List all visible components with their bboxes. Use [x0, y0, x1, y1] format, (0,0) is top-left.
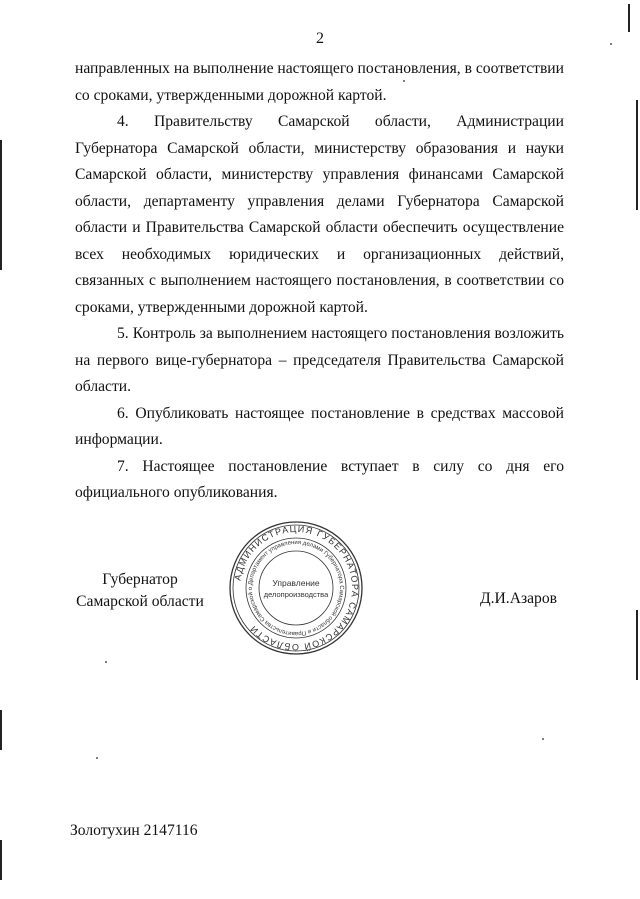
- scan-edge-mark: [636, 610, 638, 680]
- scan-edge-mark: [636, 100, 638, 210]
- page-number: 2: [316, 30, 324, 47]
- seal-center-line-2: делопроизводства: [263, 590, 329, 599]
- paragraph-continuation: направленных на выполнение настоящего постановления, в соответствии со сроками, утвержденными дорожной картой.: [75, 60, 564, 104]
- scan-speck: [542, 738, 544, 740]
- scan-speck: [610, 43, 612, 45]
- paragraph-item-6: 6. Опубликовать настоящее постановление в средствах массовой информации.: [75, 404, 564, 448]
- scan-edge-mark: [628, 4, 630, 32]
- scan-speck: [403, 80, 405, 82]
- scan-speck: [105, 661, 107, 663]
- scan-edge-mark: [0, 710, 2, 750]
- signatory-title-line-1: Губернатор: [102, 571, 178, 588]
- document-body: [75, 56, 564, 507]
- seal-center-line-1: Управление: [272, 578, 320, 588]
- seal-inner-text: Департамент управления делами Губернатора Самарской области и Правительства Самарской о: [247, 539, 345, 637]
- paragraph-item-5: 5. Контроль за выполнением настоящего постановления возложить на первого вице-губернатора – председателя Правительства Самарской области.: [75, 325, 564, 395]
- executor-info: Золотухин 2147116: [70, 822, 198, 839]
- scan-edge-mark: [0, 140, 2, 270]
- seal-outer-text: АДМИНИСТРАЦИЯ ГУБЕРНАТОРА САМАРСКОЙ ОБЛАСТИ: [232, 523, 361, 653]
- scan-speck: [96, 757, 98, 759]
- paragraph-item-4: 4. Правительству Самарской области, Администрации Губернатора Самарской области, министерству образования и науки Самарской области, министерству управления финансами Самарской области, департаменту управления делами Губернатора Самарской области и Правительства Самарской области обеспечить осуществление всех необходимых юридических и организационных действий, связанных с выполнением настоящего постановления, в соответствии со сроками, утвержденными дорожной картой.: [75, 113, 564, 316]
- official-seal: [228, 520, 364, 656]
- signatory-title: [70, 569, 210, 613]
- signatory-title-line-2: Самарской области: [76, 593, 204, 610]
- signatory-name: Д.И.Азаров: [480, 590, 557, 607]
- paragraph-item-7: 7. Настоящее постановление вступает в силу со дня его официального опубликования.: [75, 457, 564, 501]
- scan-edge-mark: [0, 840, 2, 880]
